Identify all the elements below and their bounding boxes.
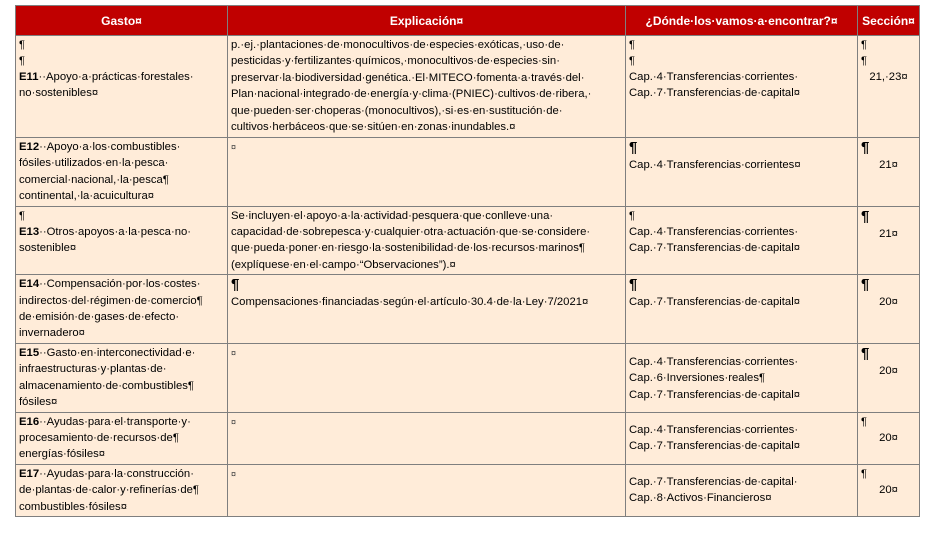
donde-text: Cap.·7·Transferencias·de·capital¤ [629, 296, 800, 309]
gasto-text: procesamiento·de·recursos·de¶ [19, 431, 179, 444]
cell-donde-e14 [626, 275, 858, 344]
gasto-text: ··Otros·apoyos·a·la·pesca·no· [39, 225, 192, 238]
cell-seccion-e17 [858, 464, 920, 516]
donde-text: Cap.·4·Transferencias·corrientes· [629, 71, 799, 83]
pilcrow-mark: ¶ [629, 209, 635, 222]
header-seccion: Sección¤ [858, 6, 920, 36]
pilcrow-mark: ¶ [861, 344, 870, 362]
cell-explicacion-e14 [228, 275, 626, 344]
gasto-text: indirectos·del·régimen·de·comercio¶ [19, 294, 203, 307]
table-row-e16 [16, 412, 920, 464]
explicacion-text: preservar·la·biodiversidad·genética.·El·MITECO·fomenta·a·través·del· [231, 71, 585, 84]
cell-seccion-e11 [858, 36, 920, 138]
cell-gasto-e16 [16, 412, 228, 464]
gasto-text: ··Ayudas·para·la·construcción· [39, 467, 194, 480]
cell-gasto-e13 [16, 206, 228, 275]
cell-end-mark: ¤ [231, 347, 237, 358]
cell-explicacion-e12 [228, 138, 626, 207]
cell-explicacion-e15 [228, 343, 626, 412]
pilcrow-mark: ¶ [231, 276, 240, 294]
row-code: E16 [19, 415, 40, 428]
donde-text: Cap.·8·Activos·Financieros¤ [629, 492, 772, 505]
table-row-e11 [16, 36, 920, 138]
gasto-text: combustibles·fósiles¤ [19, 500, 127, 513]
pilcrow-mark: ¶ [629, 276, 638, 294]
donde-text: Cap.·7·Transferencias·de·capital¤ [629, 242, 800, 255]
table-row-e13 [16, 206, 920, 275]
gasto-text: ··Ayudas·para·el·transporte·y· [39, 415, 191, 428]
cell-seccion-e15 [858, 343, 920, 412]
gasto-text: energías·fósiles¤ [19, 448, 106, 461]
donde-text: Cap.·4·Transferencias·corrientes· [629, 225, 799, 238]
cell-gasto-e15 [16, 343, 228, 412]
cell-seccion-e14 [858, 275, 920, 344]
gasto-text: sostenible¤ [19, 242, 77, 255]
table-row-e15 [16, 343, 920, 412]
pilcrow-mark: ¶ [19, 55, 25, 67]
cell-donde-e15 [626, 343, 858, 412]
donde-text: Cap.·7·Transferencias·de·capital¤ [629, 439, 800, 452]
row-code: E15 [19, 346, 40, 359]
cell-end-mark: ¤ [231, 416, 237, 427]
gasto-text: almacenamiento·de·combustibles¶ [19, 379, 194, 392]
row-code: E12 [19, 141, 40, 153]
explicacion-text: Compensaciones·financiadas·según·el·artículo·30.4·de·la·Ley·7/2021¤ [231, 296, 589, 309]
seccion-value: 21,·23¤ [869, 71, 908, 83]
table-row-e12 [16, 138, 920, 207]
explicacion-text: Plan·nacional·integrado·de·energía·y·clima·(PNIEC)·cultivos·de·ribera,· [231, 88, 592, 101]
cell-gasto-e12 [16, 138, 228, 207]
cell-donde-e13 [626, 206, 858, 275]
gasto-text: de·emisión·de·gases·de·efecto· [19, 311, 180, 324]
pilcrow-mark: ¶ [861, 207, 870, 225]
gastos-table [15, 5, 920, 517]
pilcrow-mark: ¶ [861, 467, 867, 480]
document-table-wrapper [15, 5, 919, 517]
row-code: E13 [19, 225, 40, 238]
gasto-text: ··Apoyo·a·los·combustibles· [39, 141, 181, 153]
cell-explicacion-e11 [228, 36, 626, 138]
cell-donde-e12 [626, 138, 858, 207]
gasto-text: infraestructuras·y·plantas·de· [19, 363, 167, 376]
seccion-value: 21¤ [879, 159, 898, 171]
cell-explicacion-e13 [228, 206, 626, 275]
header-donde: ¿Dónde·los·vamos·a·encontrar?¤ [626, 6, 858, 36]
cell-gasto-e17 [16, 464, 228, 516]
header-explicacion: Explicación¤ [228, 6, 626, 36]
explicacion-text: que·pueda·poner·en·riesgo·la·sostenibilidad·de·los·recursos·marinos¶ [231, 242, 585, 255]
explicacion-text: cultivos·herbáceos·que·se·sitúen·en·zonas·inundables.¤ [231, 121, 516, 134]
explicacion-text: (explíquese·en·el·campo·“Observaciones”).¤ [231, 258, 456, 271]
donde-text: Cap.·4·Transferencias·corrientes· [629, 355, 799, 368]
explicacion-text: que·pueden·ser·choperas·(monocultivos),·si·es·en·sustitución·de· [231, 104, 563, 117]
pilcrow-mark: ¶ [19, 209, 25, 222]
seccion-value: 20¤ [879, 296, 898, 309]
donde-text: Cap.·7·Transferencias·de·capital¤ [629, 87, 800, 100]
pilcrow-mark: ¶ [861, 415, 867, 428]
explicacion-text: pesticidas·y·fertilizantes·químicos,·monocultivos·de·especies·sin· [231, 55, 560, 68]
seccion-value: 20¤ [879, 483, 898, 496]
gasto-text: comercial·nacional,·la·pesca¶ [19, 173, 169, 186]
donde-text: Cap.·7·Transferencias·de·capital¤ [629, 388, 800, 401]
seccion-value: 21¤ [879, 227, 898, 240]
donde-text: Cap.·4·Transferencias·corrientes· [629, 423, 799, 436]
pilcrow-mark: ¶ [629, 139, 638, 156]
header-gasto: Gasto¤ [16, 6, 228, 36]
cell-explicacion-e17 [228, 464, 626, 516]
pilcrow-mark: ¶ [19, 39, 25, 51]
seccion-value: 20¤ [879, 431, 898, 444]
gasto-text: ··Compensación·por·los·costes· [39, 278, 201, 291]
gasto-text: invernadero¤ [19, 327, 85, 340]
table-row-e14 [16, 275, 920, 344]
table-row-e17 [16, 464, 920, 516]
header-row [16, 6, 920, 36]
explicacion-text: p.·ej.·plantaciones·de·monocultivos·de·especies·exóticas,·uso·de· [231, 39, 565, 51]
donde-text: Cap.·4·Transferencias·corrientes¤ [629, 159, 801, 171]
pilcrow-mark: ¶ [861, 276, 870, 294]
cell-seccion-e16 [858, 412, 920, 464]
cell-gasto-e14 [16, 275, 228, 344]
cell-end-mark: ¤ [231, 468, 237, 479]
cell-explicacion-e16 [228, 412, 626, 464]
cell-donde-e17 [626, 464, 858, 516]
cell-seccion-e13 [858, 206, 920, 275]
explicacion-text: Se·incluyen·el·apoyo·a·la·actividad·pesquera·que·conlleve·una· [231, 209, 554, 222]
gasto-text: fósiles·utilizados·en·la·pesca· [19, 157, 169, 170]
gasto-text: fósiles¤ [19, 396, 58, 409]
donde-text: Cap.·7·Transferencias·de·capital· [629, 475, 798, 488]
cell-end-mark: ¤ [231, 142, 237, 152]
pilcrow-mark: ¶ [629, 55, 635, 67]
pilcrow-mark: ¶ [861, 55, 867, 67]
gasto-text: ··Gasto·en·interconectividad·e· [39, 346, 196, 359]
cell-donde-e11 [626, 36, 858, 138]
gasto-text: de·plantas·de·calor·y·refinerías·de¶ [19, 484, 199, 497]
explicacion-text: capacidad·de·sobrepesca·y·cualquier·otra·actuación·que·se·considere· [231, 226, 591, 239]
row-code: E14 [19, 278, 40, 291]
row-code: E11 [19, 71, 39, 83]
gasto-text: ··Apoyo·a·prácticas·forestales· [38, 71, 194, 83]
gasto-text: continental,·la·acuicultura¤ [19, 190, 155, 203]
gasto-text: no·sostenibles¤ [19, 87, 99, 100]
cell-donde-e16 [626, 412, 858, 464]
pilcrow-mark: ¶ [861, 39, 867, 51]
cell-gasto-e11 [16, 36, 228, 138]
row-code: E17 [19, 467, 40, 480]
cell-seccion-e12 [858, 138, 920, 207]
donde-text: Cap.·6·Inversiones·reales¶ [629, 372, 766, 385]
pilcrow-mark: ¶ [629, 39, 635, 51]
seccion-value: 20¤ [879, 364, 898, 377]
pilcrow-mark: ¶ [861, 139, 870, 156]
